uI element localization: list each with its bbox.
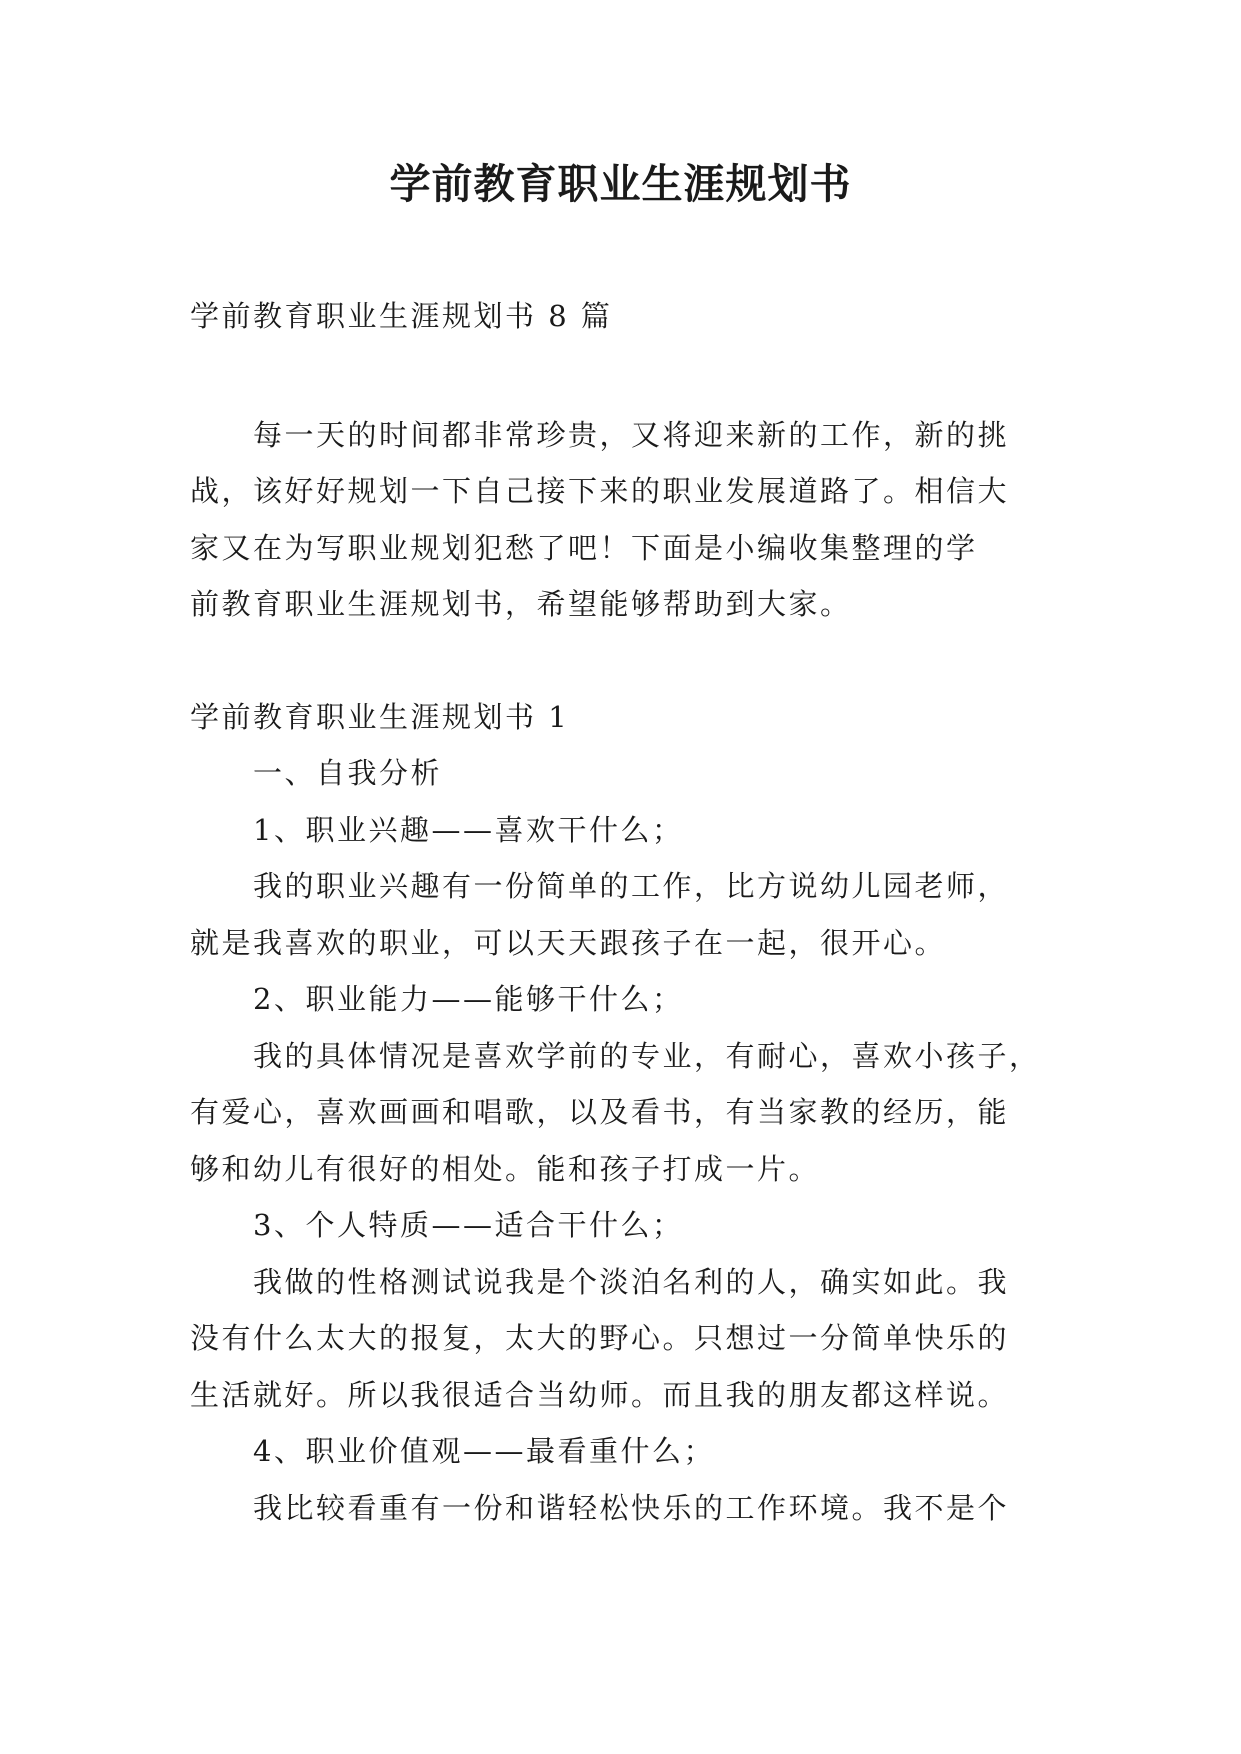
body-line: 生活就好。所以我很适合当幼师。而且我的朋友都这样说。 [190,1377,1010,1412]
intro-line: 家又在为写职业规划犯愁了吧！下面是小编收集整理的学 [190,530,978,565]
spacer [190,633,1050,689]
body-line: 3、个人特质——适合干什么； [190,1208,684,1242]
document-body [190,288,1050,1536]
body-line: 就是我喜欢的职业，可以天天跟孩子在一起，很开心。 [190,925,947,960]
body-line: 我的职业兴趣有一份简单的工作，比方说幼儿园老师， [190,869,1010,903]
body-line: 4、职业价值观——最看重什么； [190,1434,715,1468]
intro-line: 战，该好好规划一下自己接下来的职业发展道路了。相信大 [190,474,1010,508]
section-heading: 学前教育职业生涯规划书 1 [190,699,570,734]
document-title: 学前教育职业生涯规划书 [389,160,852,208]
body-line: 没有什么太大的报复，太大的野心。只想过一分简单快乐的 [190,1321,1010,1355]
body-line: 我的具体情况是喜欢学前的专业，有耐心，喜欢小孩子， [190,1038,1041,1073]
body-line: 2、职业能力——能够干什么； [190,982,684,1016]
body-line: 我做的性格测试说我是个淡泊名利的人，确实如此。我 [190,1264,1010,1299]
intro-line: 前教育职业生涯规划书，希望能够帮助到大家。 [190,587,852,621]
document-subtitle: 学前教育职业生涯规划书 8 篇 [190,299,613,333]
spacer [190,345,1050,407]
body-line: 一、自我分析 [190,756,443,790]
body-line: 够和幼儿有很好的相处。能和孩子打成一片。 [190,1151,821,1186]
intro-line: 每一天的时间都非常珍贵，又将迎来新的工作，新的挑 [190,417,1010,452]
body-line: 我比较看重有一份和谐轻松快乐的工作环境。我不是个 [190,1490,1010,1525]
body-line: 1、职业兴趣——喜欢干什么； [190,812,684,847]
body-line: 有爱心，喜欢画画和唱歌，以及看书，有当家教的经历，能 [190,1095,1010,1129]
